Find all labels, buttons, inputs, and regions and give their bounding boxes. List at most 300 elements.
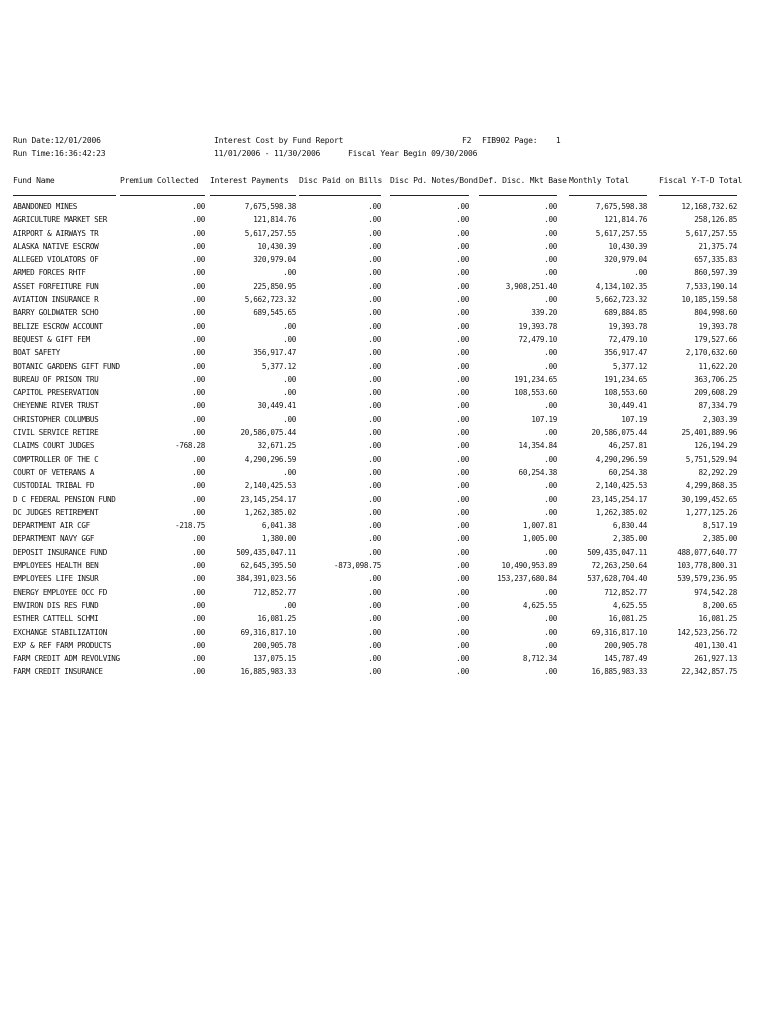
disc-notes-cell: .00 — [456, 348, 469, 358]
premium-cell: .00 — [192, 667, 205, 677]
page-number: FIB902 Page: 1 — [482, 136, 561, 145]
disc-notes-cell: .00 — [456, 534, 469, 544]
fund-name-cell: BARRY GOLDWATER SCHO — [13, 308, 99, 318]
table-row — [0, 240, 770, 253]
fund-name-cell: ALLEGED VIOLATORS OF — [13, 255, 99, 265]
premium-cell: .00 — [192, 374, 205, 384]
def-disc-cell: 107.19 — [531, 414, 557, 424]
premium-cell: .00 — [192, 534, 205, 544]
disc-bills-cell: .00 — [368, 587, 381, 597]
def-disc-cell: .00 — [544, 401, 557, 411]
disc-bills-cell: .00 — [368, 481, 381, 491]
table-row — [0, 586, 770, 599]
monthly-total-cell: 16,081.25 — [608, 614, 647, 624]
report-code: F2 — [462, 136, 472, 145]
disc-notes-cell: .00 — [456, 627, 469, 637]
col-disc-notes: Disc Pd. Notes/Bond — [390, 176, 478, 185]
fund-name-cell: FARM CREDIT INSURANCE — [13, 667, 103, 677]
disc-bills-cell: .00 — [368, 507, 381, 517]
fund-name-cell: EMPLOYEES HEALTH BEN — [13, 561, 99, 571]
premium-cell: .00 — [192, 494, 205, 504]
interest-cell: .00 — [283, 321, 296, 331]
def-disc-cell: .00 — [544, 361, 557, 371]
premium-cell: .00 — [192, 202, 205, 211]
premium-cell: .00 — [192, 255, 205, 265]
def-disc-cell: 10,490,953.89 — [501, 561, 557, 571]
table-row — [0, 253, 770, 266]
premium-cell: .00 — [192, 587, 205, 597]
def-disc-cell: .00 — [544, 348, 557, 358]
interest-cell: 121,814.76 — [253, 215, 296, 225]
disc-notes-cell: .00 — [456, 295, 469, 305]
premium-cell: .00 — [192, 600, 205, 610]
premium-cell: .00 — [192, 561, 205, 571]
def-disc-cell: 1,005.00 — [522, 534, 557, 544]
def-disc-cell: .00 — [544, 295, 557, 305]
monthly-total-cell: 356,917.47 — [604, 348, 647, 358]
monthly-total-cell: 191,234.65 — [604, 374, 647, 384]
monthly-total-cell: 72,479.10 — [608, 334, 647, 344]
table-row — [0, 652, 770, 665]
col-def-disc: Def. Disc. Mkt Base — [479, 176, 567, 185]
premium-cell: .00 — [192, 640, 205, 650]
table-row — [0, 413, 770, 426]
disc-notes-cell: .00 — [456, 494, 469, 504]
def-disc-cell: 1,007.81 — [522, 521, 557, 531]
fiscal-ytd-cell: 19,393.78 — [698, 321, 737, 331]
report-title: Interest Cost by Fund Report — [214, 136, 344, 145]
col-premium: Premium Collected — [120, 176, 199, 185]
monthly-total-cell: 689,884.85 — [604, 308, 647, 318]
disc-notes-cell: .00 — [456, 587, 469, 597]
fund-name-cell: ARMED FORCES RHTF — [13, 268, 86, 278]
fund-name-cell: BELIZE ESCROW ACCOUNT — [13, 321, 103, 331]
disc-bills-cell: .00 — [368, 202, 381, 211]
fiscal-ytd-cell: 25,401,889.96 — [681, 428, 737, 438]
interest-cell: 5,617,257.55 — [244, 228, 296, 238]
fiscal-ytd-cell: 401,130.41 — [694, 640, 737, 650]
table-row — [0, 639, 770, 652]
monthly-total-cell: 46,257.81 — [608, 441, 647, 451]
fiscal-ytd-cell: 363,706.25 — [694, 374, 737, 384]
fund-name-cell: CUSTODIAL TRIBAL FD — [13, 481, 95, 491]
fiscal-ytd-cell: 1,277,125.26 — [685, 507, 737, 517]
interest-cell: 5,377.12 — [261, 361, 296, 371]
premium-cell: .00 — [192, 308, 205, 318]
fiscal-ytd-cell: 258,126.85 — [694, 215, 737, 225]
monthly-total-cell: .00 — [634, 268, 647, 278]
def-disc-cell: .00 — [544, 667, 557, 677]
disc-bills-cell: .00 — [368, 521, 381, 531]
premium-cell: .00 — [192, 268, 205, 278]
table-row — [0, 439, 770, 452]
fiscal-ytd-cell: 12,168,732.62 — [681, 202, 737, 211]
fiscal-ytd-cell: 22,342,857.75 — [681, 667, 737, 677]
def-disc-cell: .00 — [544, 614, 557, 624]
disc-notes-cell: .00 — [456, 467, 469, 477]
disc-notes-cell: .00 — [456, 640, 469, 650]
monthly-total-cell: 7,675,598.38 — [595, 202, 647, 211]
run-date: Run Date:12/01/2006 — [13, 136, 101, 145]
disc-notes-cell: .00 — [456, 388, 469, 398]
fiscal-ytd-cell: 488,077,640.77 — [677, 547, 737, 557]
table-row — [0, 572, 770, 585]
disc-bills-cell: .00 — [368, 361, 381, 371]
col-fiscal: Fiscal Y-T-D Total — [659, 176, 743, 185]
monthly-total-cell: 4,134,102.35 — [595, 281, 647, 291]
premium-cell: -768.28 — [175, 441, 205, 451]
fiscal-ytd-cell: 860,597.39 — [694, 268, 737, 278]
disc-notes-cell: .00 — [456, 281, 469, 291]
interest-cell: 5,662,723.32 — [244, 295, 296, 305]
fiscal-ytd-cell: 8,200.65 — [702, 600, 737, 610]
interest-cell: .00 — [283, 268, 296, 278]
disc-bills-cell: .00 — [368, 667, 381, 677]
disc-bills-cell: .00 — [368, 321, 381, 331]
table-row — [0, 493, 770, 506]
rule-fund-name — [13, 195, 116, 196]
def-disc-cell: .00 — [544, 494, 557, 504]
fiscal-ytd-cell: 7,533,190.14 — [685, 281, 737, 291]
interest-cell: 509,435,047.11 — [236, 547, 296, 557]
fund-name-cell: CAPITOL PRESERVATION — [13, 388, 99, 398]
fiscal-ytd-cell: 2,303.39 — [702, 414, 737, 424]
disc-bills-cell: .00 — [368, 374, 381, 384]
table-row — [0, 665, 770, 678]
fund-name-cell: DC JUDGES RETIREMENT — [13, 507, 99, 517]
fiscal-ytd-cell: 8,517.19 — [702, 521, 737, 531]
def-disc-cell: 14,354.84 — [518, 441, 557, 451]
table-row — [0, 399, 770, 412]
fund-name-cell: AIRPORT & AIRWAYS TR — [13, 228, 99, 238]
premium-cell: .00 — [192, 547, 205, 557]
table-row — [0, 479, 770, 492]
disc-notes-cell: .00 — [456, 507, 469, 517]
fiscal-ytd-cell: 30,199,452.65 — [681, 494, 737, 504]
fund-name-cell: FARM CREDIT ADM REVOLVING — [13, 654, 120, 664]
rule-disc-notes — [390, 195, 469, 196]
table-row — [0, 360, 770, 373]
monthly-total-cell: 2,385.00 — [612, 534, 647, 544]
disc-bills-cell: .00 — [368, 268, 381, 278]
fund-name-cell: CHRISTOPHER COLUMBUS — [13, 414, 99, 424]
def-disc-cell: 8,712.34 — [522, 654, 557, 664]
table-row — [0, 532, 770, 545]
table-row — [0, 227, 770, 240]
table-row — [0, 559, 770, 572]
rule-def-disc — [479, 195, 557, 196]
disc-bills-cell: .00 — [368, 627, 381, 637]
def-disc-cell: 339.20 — [531, 308, 557, 318]
disc-bills-cell: .00 — [368, 401, 381, 411]
table-row — [0, 546, 770, 559]
table-row — [0, 213, 770, 226]
def-disc-cell: 19,393.78 — [518, 321, 557, 331]
disc-notes-cell: .00 — [456, 361, 469, 371]
def-disc-cell: .00 — [544, 228, 557, 238]
disc-bills-cell: .00 — [368, 308, 381, 318]
premium-cell: .00 — [192, 321, 205, 331]
disc-bills-cell: -873,098.75 — [334, 561, 381, 571]
run-time: Run Time:16:36:42:23 — [13, 149, 106, 158]
fund-name-cell: AGRICULTURE MARKET SER — [13, 215, 107, 225]
disc-bills-cell: .00 — [368, 547, 381, 557]
premium-cell: .00 — [192, 454, 205, 464]
premium-cell: .00 — [192, 428, 205, 438]
fiscal-ytd-cell: 5,617,257.55 — [685, 228, 737, 238]
disc-bills-cell: .00 — [368, 241, 381, 251]
def-disc-cell: 153,237,680.84 — [497, 574, 557, 584]
fund-name-cell: ENERGY EMPLOYEE OCC FD — [13, 587, 107, 597]
disc-notes-cell: .00 — [456, 215, 469, 225]
interest-cell: .00 — [283, 388, 296, 398]
def-disc-cell: .00 — [544, 507, 557, 517]
fund-name-cell: DEPARTMENT AIR CGF — [13, 521, 90, 531]
table-row — [0, 626, 770, 639]
fund-name-cell: BEQUEST & GIFT FEM — [13, 334, 90, 344]
interest-cell: 384,391,023.56 — [236, 574, 296, 584]
fund-name-cell: DEPOSIT INSURANCE FUND — [13, 547, 107, 557]
monthly-total-cell: 107.19 — [621, 414, 647, 424]
rule-disc-bills — [299, 195, 381, 196]
table-row — [0, 280, 770, 293]
disc-bills-cell: .00 — [368, 348, 381, 358]
monthly-total-cell: 537,628,704.40 — [587, 574, 647, 584]
rule-premium — [120, 195, 205, 196]
table-row — [0, 200, 770, 213]
premium-cell: .00 — [192, 627, 205, 637]
fund-name-cell: ASSET FORFEITURE FUN — [13, 281, 99, 291]
disc-bills-cell: .00 — [368, 454, 381, 464]
monthly-total-cell: 6,830.44 — [612, 521, 647, 531]
monthly-total-cell: 5,617,257.55 — [595, 228, 647, 238]
interest-cell: 356,917.47 — [253, 348, 296, 358]
fund-name-cell: EXCHANGE STABILIZATION — [13, 627, 107, 637]
disc-notes-cell: .00 — [456, 521, 469, 531]
table-row — [0, 386, 770, 399]
interest-cell: .00 — [283, 600, 296, 610]
def-disc-cell: 3,908,251.40 — [505, 281, 557, 291]
monthly-total-cell: 121,814.76 — [604, 215, 647, 225]
premium-cell: -218.75 — [175, 521, 205, 531]
fund-name-cell: BUREAU OF PRISON TRU — [13, 374, 99, 384]
disc-notes-cell: .00 — [456, 667, 469, 677]
interest-cell: .00 — [283, 467, 296, 477]
premium-cell: .00 — [192, 281, 205, 291]
fund-name-cell: AVIATION INSURANCE R — [13, 295, 99, 305]
monthly-total-cell: 16,885,983.33 — [591, 667, 647, 677]
interest-cell: 6,041.38 — [261, 521, 296, 531]
disc-notes-cell: .00 — [456, 202, 469, 211]
disc-bills-cell: .00 — [368, 215, 381, 225]
disc-bills-cell: .00 — [368, 414, 381, 424]
monthly-total-cell: 5,662,723.32 — [595, 295, 647, 305]
col-interest: Interest Payments — [210, 176, 289, 185]
fiscal-ytd-cell: 82,292.29 — [698, 467, 737, 477]
disc-bills-cell: .00 — [368, 534, 381, 544]
interest-cell: .00 — [283, 334, 296, 344]
fund-name-cell: BOTANIC GARDENS GIFT FUND — [13, 361, 120, 371]
report-table — [0, 200, 770, 679]
def-disc-cell: .00 — [544, 454, 557, 464]
disc-notes-cell: .00 — [456, 547, 469, 557]
def-disc-cell: .00 — [544, 587, 557, 597]
monthly-total-cell: 320,979.04 — [604, 255, 647, 265]
disc-bills-cell: .00 — [368, 640, 381, 650]
rule-fiscal — [659, 195, 737, 196]
table-row — [0, 346, 770, 359]
disc-bills-cell: .00 — [368, 614, 381, 624]
monthly-total-cell: 200,905.78 — [604, 640, 647, 650]
def-disc-cell: 60,254.38 — [518, 467, 557, 477]
col-monthly: Monthly Total — [569, 176, 630, 185]
disc-notes-cell: .00 — [456, 401, 469, 411]
table-row — [0, 266, 770, 279]
premium-cell: .00 — [192, 241, 205, 251]
disc-notes-cell: .00 — [456, 414, 469, 424]
table-row — [0, 373, 770, 386]
disc-notes-cell: .00 — [456, 561, 469, 571]
fiscal-ytd-cell: 126,194.29 — [694, 441, 737, 451]
disc-notes-cell: .00 — [456, 454, 469, 464]
table-row — [0, 306, 770, 319]
col-disc-bills: Disc Paid on Bills — [299, 176, 383, 185]
fund-name-cell: DEPARTMENT NAVY GGF — [13, 534, 95, 544]
rule-monthly — [569, 195, 647, 196]
fund-name-cell: ALASKA NATIVE ESCROW — [13, 241, 99, 251]
fiscal-ytd-cell: 261,927.13 — [694, 654, 737, 664]
fund-name-cell: COMPTROLLER OF THE C — [13, 454, 99, 464]
premium-cell: .00 — [192, 388, 205, 398]
fund-name-cell: EXP & REF FARM PRODUCTS — [13, 640, 112, 650]
def-disc-cell: .00 — [544, 640, 557, 650]
def-disc-cell: .00 — [544, 547, 557, 557]
monthly-total-cell: 10,430.39 — [608, 241, 647, 251]
fiscal-ytd-cell: 209,608.29 — [694, 388, 737, 398]
premium-cell: .00 — [192, 348, 205, 358]
disc-bills-cell: .00 — [368, 600, 381, 610]
monthly-total-cell: 20,586,075.44 — [591, 428, 647, 438]
fiscal-ytd-cell: 21,375.74 — [698, 241, 737, 251]
premium-cell: .00 — [192, 295, 205, 305]
monthly-total-cell: 60,254.38 — [608, 467, 647, 477]
disc-notes-cell: .00 — [456, 441, 469, 451]
disc-notes-cell: .00 — [456, 600, 469, 610]
premium-cell: .00 — [192, 614, 205, 624]
def-disc-cell: .00 — [544, 481, 557, 491]
premium-cell: .00 — [192, 228, 205, 238]
disc-notes-cell: .00 — [456, 574, 469, 584]
disc-notes-cell: .00 — [456, 654, 469, 664]
monthly-total-cell: 509,435,047.11 — [587, 547, 647, 557]
disc-bills-cell: .00 — [368, 281, 381, 291]
disc-bills-cell: .00 — [368, 467, 381, 477]
interest-cell: 200,905.78 — [253, 640, 296, 650]
interest-cell: 69,316,817.10 — [240, 627, 296, 637]
fund-name-cell: EMPLOYEES LIFE INSUR — [13, 574, 99, 584]
def-disc-cell: .00 — [544, 241, 557, 251]
def-disc-cell: .00 — [544, 627, 557, 637]
table-row — [0, 466, 770, 479]
interest-cell: 712,852.77 — [253, 587, 296, 597]
report-period: 11/01/2006 - 11/30/2006 — [214, 149, 321, 158]
fund-name-cell: CLAIMS COURT JUDGES — [13, 441, 95, 451]
fiscal-ytd-cell: 804,998.60 — [694, 308, 737, 318]
disc-notes-cell: .00 — [456, 428, 469, 438]
fund-name-cell: BOAT SAFETY — [13, 348, 60, 358]
premium-cell: .00 — [192, 467, 205, 477]
fund-name-cell: ABANDONED MINES — [13, 202, 78, 211]
fiscal-ytd-cell: 179,527.66 — [694, 334, 737, 344]
disc-bills-cell: .00 — [368, 295, 381, 305]
fiscal-ytd-cell: 974,542.28 — [694, 587, 737, 597]
fiscal-ytd-cell: 5,751,529.94 — [685, 454, 737, 464]
fiscal-ytd-cell: 16,081.25 — [698, 614, 737, 624]
table-row — [0, 426, 770, 439]
disc-notes-cell: .00 — [456, 334, 469, 344]
fund-name-cell: ESTHER CATTELL SCHMI — [13, 614, 99, 624]
interest-cell: 320,979.04 — [253, 255, 296, 265]
interest-cell: 16,081.25 — [257, 614, 296, 624]
interest-cell: .00 — [283, 414, 296, 424]
premium-cell: .00 — [192, 401, 205, 411]
disc-bills-cell: .00 — [368, 255, 381, 265]
disc-bills-cell: .00 — [368, 574, 381, 584]
interest-cell: 689,545.65 — [253, 308, 296, 318]
premium-cell: .00 — [192, 414, 205, 424]
def-disc-cell: .00 — [544, 202, 557, 211]
interest-cell: 225,850.95 — [253, 281, 296, 291]
monthly-total-cell: 30,449.41 — [608, 401, 647, 411]
disc-notes-cell: .00 — [456, 481, 469, 491]
disc-bills-cell: .00 — [368, 441, 381, 451]
fiscal-ytd-cell: 2,170,632.60 — [685, 348, 737, 358]
fund-name-cell: COURT OF VETERANS A — [13, 467, 95, 477]
monthly-total-cell: 4,290,296.59 — [595, 454, 647, 464]
table-row — [0, 333, 770, 346]
monthly-total-cell: 108,553.60 — [604, 388, 647, 398]
disc-bills-cell: .00 — [368, 228, 381, 238]
monthly-total-cell: 5,377.12 — [612, 361, 647, 371]
col-fund-name: Fund Name — [13, 176, 55, 185]
table-row — [0, 519, 770, 532]
fiscal-ytd-cell: 87,334.79 — [698, 401, 737, 411]
disc-bills-cell: .00 — [368, 428, 381, 438]
def-disc-cell: .00 — [544, 268, 557, 278]
fiscal-ytd-cell: 2,385.00 — [702, 534, 737, 544]
fund-name-cell: CHEYENNE RIVER TRUST — [13, 401, 99, 411]
disc-notes-cell: .00 — [456, 228, 469, 238]
def-disc-cell: .00 — [544, 255, 557, 265]
def-disc-cell: 4,625.55 — [522, 600, 557, 610]
fund-name-cell: ENVIRON DIS RES FUND — [13, 600, 99, 610]
interest-cell: 23,145,254.17 — [240, 494, 296, 504]
disc-notes-cell: .00 — [456, 268, 469, 278]
premium-cell: .00 — [192, 361, 205, 371]
fiscal-ytd-cell: 4,299,868.35 — [685, 481, 737, 491]
interest-cell: 30,449.41 — [257, 401, 296, 411]
disc-bills-cell: .00 — [368, 388, 381, 398]
monthly-total-cell: 1,262,385.02 — [595, 507, 647, 517]
monthly-total-cell: 72,263,250.64 — [591, 561, 647, 571]
interest-cell: 62,645,395.50 — [240, 561, 296, 571]
fiscal-ytd-cell: 539,579,236.95 — [677, 574, 737, 584]
disc-bills-cell: .00 — [368, 334, 381, 344]
interest-cell: 2,140,425.53 — [244, 481, 296, 491]
def-disc-cell: .00 — [544, 215, 557, 225]
table-row — [0, 453, 770, 466]
interest-cell: 137,075.15 — [253, 654, 296, 664]
